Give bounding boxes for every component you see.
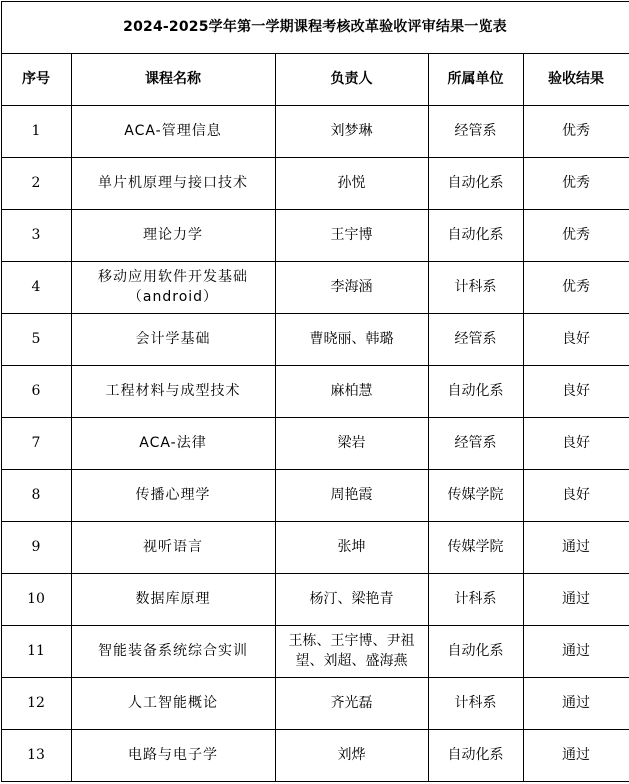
- cell-owner: [275, 729, 428, 781]
- cell-unit: 自动化系: [428, 365, 523, 417]
- cell-result: 优秀: [523, 209, 629, 261]
- cell-index: 10: [1, 573, 71, 625]
- cell-index: 8: [1, 469, 71, 521]
- cell-owner: [275, 313, 428, 365]
- table-row: [1, 677, 629, 729]
- header-row: [1, 53, 629, 105]
- cell-owner: [275, 677, 428, 729]
- table-row: [1, 625, 629, 677]
- cell-unit: 计科系: [428, 261, 523, 313]
- header-owner: 负责人: [275, 53, 428, 105]
- cell-owner: [275, 417, 428, 469]
- title-row: [1, 1, 629, 53]
- cell-index: 2: [1, 157, 71, 209]
- cell-course-line: 数据库原理: [135, 591, 211, 607]
- cell-owner: [275, 261, 428, 313]
- cell-owner-line: 李海涵: [330, 279, 373, 295]
- cell-course-line: 电路与电子学: [128, 747, 218, 763]
- cell-course: [71, 729, 275, 781]
- cell-course: [71, 157, 275, 209]
- cell-course-line: 传播心理学: [135, 487, 211, 503]
- cell-unit: 经管系: [428, 313, 523, 365]
- cell-owner-line: 王宇博: [330, 227, 373, 243]
- cell-course: [71, 677, 275, 729]
- cell-course-line: 移动应用软件开发基础: [98, 269, 248, 285]
- cell-owner-line: 张坤: [337, 539, 366, 555]
- cell-unit: 计科系: [428, 677, 523, 729]
- table-row: [1, 573, 629, 625]
- cell-owner-line: 麻柏慧: [330, 383, 373, 399]
- cell-index: 9: [1, 521, 71, 573]
- cell-course: [71, 105, 275, 157]
- cell-course-line: （android）: [127, 289, 219, 305]
- cell-unit: 计科系: [428, 573, 523, 625]
- cell-index: 4: [1, 261, 71, 313]
- cell-owner: [275, 105, 428, 157]
- cell-owner: [275, 209, 428, 261]
- cell-owner-line: 周艳霞: [330, 487, 373, 503]
- table-row: [1, 209, 629, 261]
- cell-unit: 经管系: [428, 417, 523, 469]
- cell-owner-line: 王栋、王宇博、尹祖: [288, 633, 415, 649]
- cell-course-line: 视听语言: [143, 539, 203, 555]
- cell-owner: [275, 625, 428, 677]
- cell-course-line: 工程材料与成型技术: [105, 383, 241, 399]
- cell-course: [71, 365, 275, 417]
- table-row: [1, 105, 629, 157]
- cell-unit: 传媒学院: [428, 469, 523, 521]
- cell-owner: [275, 573, 428, 625]
- cell-result: 良好: [523, 469, 629, 521]
- cell-course-line: ACA-法律: [139, 435, 207, 451]
- cell-course: [71, 209, 275, 261]
- cell-unit: 自动化系: [428, 625, 523, 677]
- cell-index: 5: [1, 313, 71, 365]
- cell-unit: 经管系: [428, 105, 523, 157]
- cell-course: [71, 313, 275, 365]
- cell-result: 通过: [523, 625, 629, 677]
- cell-owner-line: 齐光磊: [330, 695, 373, 711]
- cell-owner-line: 孙悦: [337, 175, 366, 191]
- cell-result: 良好: [523, 313, 629, 365]
- cell-index: 11: [1, 625, 71, 677]
- table-title: 2024-2025学年第一学期课程考核改革验收评审结果一览表: [1, 1, 629, 53]
- cell-unit: 自动化系: [428, 157, 523, 209]
- cell-course-line: 理论力学: [143, 227, 203, 243]
- cell-course-line: 人工智能概论: [128, 695, 218, 711]
- cell-owner: [275, 521, 428, 573]
- cell-owner-line: 杨汀、梁艳青: [309, 591, 394, 607]
- cell-course-line: 会计学基础: [135, 331, 211, 347]
- cell-index: 1: [1, 105, 71, 157]
- table-row: [1, 313, 629, 365]
- cell-owner-line: 曹晓丽、韩璐: [309, 331, 394, 347]
- cell-owner: [275, 469, 428, 521]
- cell-unit: 自动化系: [428, 209, 523, 261]
- cell-course: [71, 573, 275, 625]
- cell-result: 良好: [523, 365, 629, 417]
- cell-result: 优秀: [523, 157, 629, 209]
- header-result: 验收结果: [523, 53, 629, 105]
- table-row: [1, 365, 629, 417]
- cell-owner-line: 刘梦琳: [330, 123, 373, 139]
- header-index: 序号: [1, 53, 71, 105]
- cell-result: 良好: [523, 417, 629, 469]
- cell-course-line: 智能装备系统综合实训: [98, 643, 248, 659]
- cell-result: 优秀: [523, 105, 629, 157]
- cell-owner: [275, 157, 428, 209]
- cell-index: 3: [1, 209, 71, 261]
- cell-unit: 自动化系: [428, 729, 523, 781]
- table-row: [1, 521, 629, 573]
- cell-owner-line: 梁岩: [337, 435, 366, 451]
- cell-course: [71, 469, 275, 521]
- cell-result: 通过: [523, 573, 629, 625]
- header-course: 课程名称: [71, 53, 275, 105]
- cell-owner-line: 望、刘超、盛海燕: [295, 653, 408, 669]
- cell-index: 12: [1, 677, 71, 729]
- cell-course: [71, 417, 275, 469]
- result-table: [1, 1, 629, 782]
- table-row: [1, 417, 629, 469]
- table-row: [1, 157, 629, 209]
- table-row: [1, 469, 629, 521]
- cell-owner-line: 刘烨: [337, 747, 366, 763]
- table-row: [1, 261, 629, 313]
- cell-course: [71, 261, 275, 313]
- cell-unit: 传媒学院: [428, 521, 523, 573]
- cell-result: 通过: [523, 521, 629, 573]
- cell-result: 通过: [523, 729, 629, 781]
- cell-owner: [275, 365, 428, 417]
- cell-index: 7: [1, 417, 71, 469]
- cell-course-line: 单片机原理与接口技术: [98, 175, 248, 191]
- cell-course-line: ACA-管理信息: [124, 123, 222, 139]
- cell-course: [71, 521, 275, 573]
- cell-index: 13: [1, 729, 71, 781]
- cell-result: 通过: [523, 677, 629, 729]
- cell-index: 6: [1, 365, 71, 417]
- header-unit: 所属单位: [428, 53, 523, 105]
- table-row: [1, 729, 629, 781]
- cell-result: 优秀: [523, 261, 629, 313]
- cell-course: [71, 625, 275, 677]
